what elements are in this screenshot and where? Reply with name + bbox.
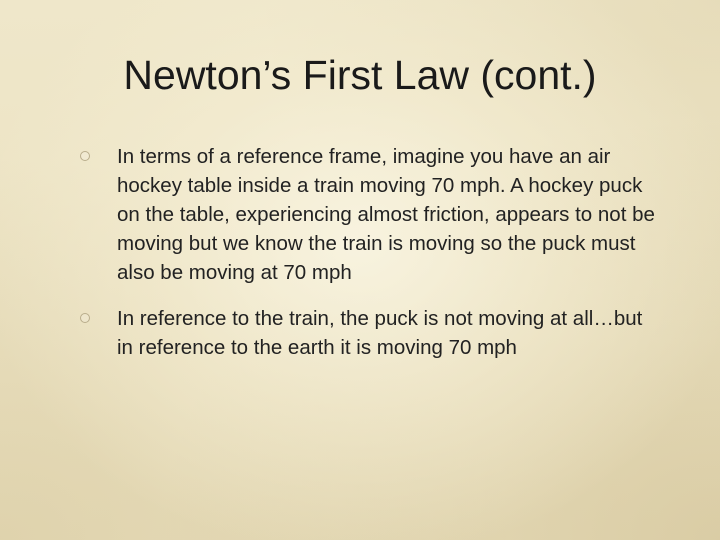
bullet-circle-icon <box>80 313 90 323</box>
bullet-item <box>80 142 660 287</box>
bullet-text: In reference to the train, the puck is not moving at all…but in reference to the earth it is moving 70 mph <box>117 307 643 359</box>
slide-title: Newton’s First Law (cont.) <box>123 52 597 98</box>
bullet-list <box>80 142 660 379</box>
bullet-item <box>80 304 660 362</box>
bullet-circle-icon <box>80 151 90 161</box>
bullet-text: In terms of a reference frame, imagine you have an air hockey table inside a train moving 70 mph. A hockey puck on the table, experiencing almost friction, appears to not be moving but we know the train is moving so the puck must also be moving at 70 mph <box>117 145 655 284</box>
